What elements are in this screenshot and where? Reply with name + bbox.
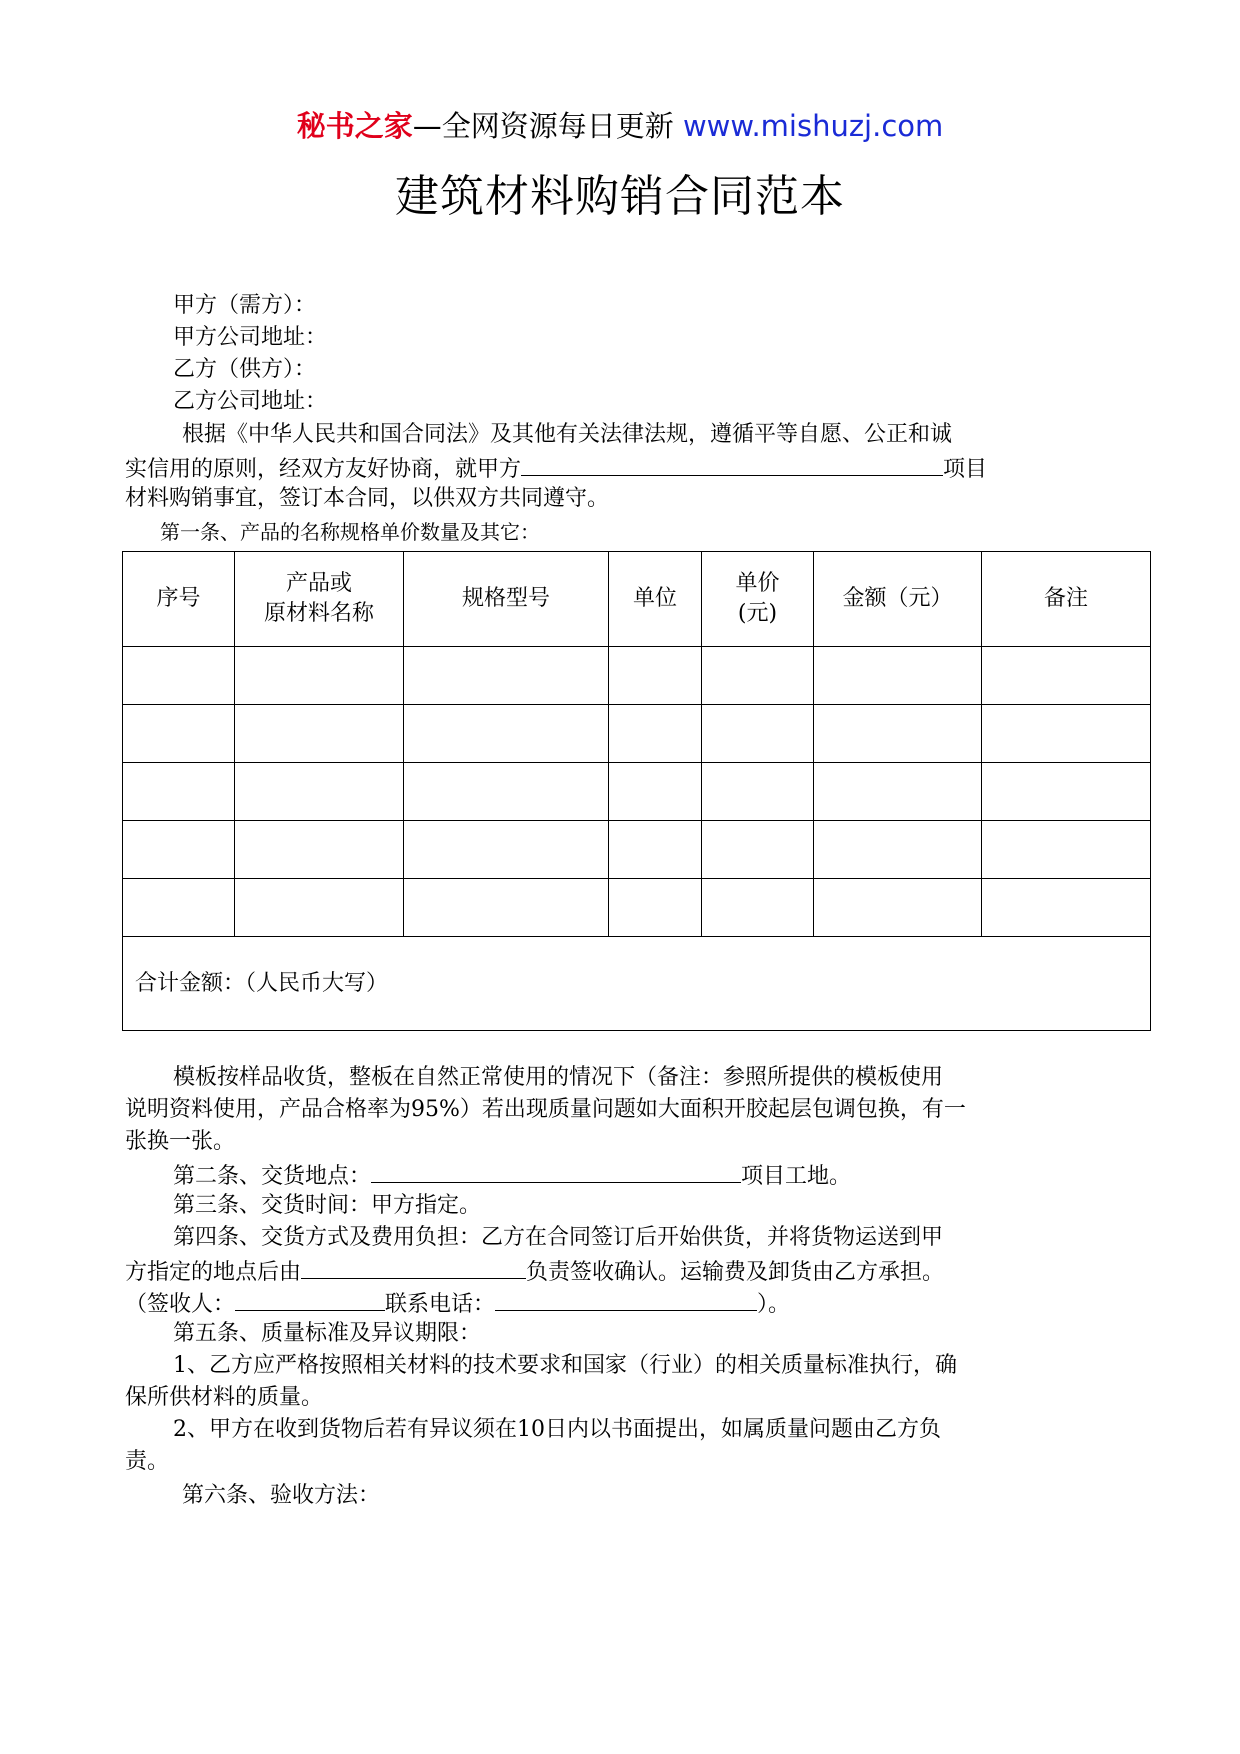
site-url-link[interactable]: www.mishuzj.com <box>682 109 944 143</box>
article-5-item-2-line-1: 2、甲方在收到货物后若有异议须在10日内以书面提出，如属质量问题由乙方负 <box>173 1417 941 1442</box>
article-4-closing: ）。 <box>757 1292 791 1317</box>
table-cell[interactable] <box>702 879 814 937</box>
table-cell[interactable] <box>235 879 404 937</box>
table-cell[interactable] <box>702 647 814 705</box>
table-cell[interactable] <box>123 647 235 705</box>
table-cell[interactable] <box>235 821 404 879</box>
brand-name: 秘书之家 <box>296 109 413 143</box>
table-header-row <box>123 552 1151 647</box>
party-a-line: 甲方（需方）： <box>173 293 317 318</box>
table-cell[interactable] <box>814 705 982 763</box>
table-cell[interactable] <box>404 647 609 705</box>
table-cell[interactable] <box>814 821 982 879</box>
project-name-blank <box>521 451 943 476</box>
document-title: 建筑材料购销合同范本 <box>395 171 845 222</box>
table-cell[interactable] <box>609 821 702 879</box>
article-5-item-1-line-1: 1、乙方应严格按照相关材料的技术要求和国家（行业）的相关质量标准执行，确 <box>173 1353 957 1378</box>
table-cell[interactable] <box>814 763 982 821</box>
table-cell[interactable] <box>982 705 1151 763</box>
table-cell[interactable] <box>609 879 702 937</box>
responsible-party-blank <box>301 1254 526 1279</box>
table-cell[interactable] <box>235 647 404 705</box>
table-cell[interactable] <box>702 763 814 821</box>
header-slogan: —全网资源每日更新 <box>412 109 683 143</box>
signer-label: （签收人： <box>125 1292 236 1317</box>
article-3-line: 第三条、交货时间：甲方指定。 <box>173 1193 482 1218</box>
intro-line-2-suffix: 项目 <box>943 457 988 482</box>
table-cell[interactable] <box>982 821 1151 879</box>
article-4-line-3 <box>125 1286 790 1321</box>
intro-line-1: 根据《中华人民共和国合同法》及其他有关法律法规，遵循平等自愿、公正和诚 <box>182 422 953 447</box>
header-cell-unit-price: 单价 (元) <box>702 552 814 647</box>
table-cell[interactable] <box>123 705 235 763</box>
table-cell[interactable] <box>609 763 702 821</box>
delivery-location-blank <box>371 1158 741 1183</box>
article-6-heading: 第六条、验收方法： <box>182 1483 381 1508</box>
article-4-line-1: 第四条、交货方式及费用负担：乙方在合同签订后开始供货，并将货物运送到甲 <box>173 1225 944 1250</box>
table-cell[interactable] <box>702 821 814 879</box>
table-cell[interactable] <box>814 647 982 705</box>
header-cell-remarks: 备注 <box>982 552 1151 647</box>
phone-blank <box>495 1286 757 1311</box>
intro-line-2 <box>125 451 987 486</box>
table-cell[interactable] <box>404 879 609 937</box>
party-a-address-line: 甲方公司地址： <box>173 325 328 350</box>
signer-blank <box>235 1286 385 1311</box>
intro-line-3: 材料购销事宜，签订本合同，以供双方共同遵守。 <box>125 486 610 511</box>
table-cell[interactable] <box>982 763 1151 821</box>
table-row <box>123 879 1151 937</box>
table-cell[interactable] <box>404 821 609 879</box>
article-2-line <box>173 1158 851 1193</box>
article-4-text: 方指定的地点后由 <box>125 1260 302 1285</box>
table-cell[interactable] <box>982 647 1151 705</box>
product-spec-table <box>122 551 1151 1031</box>
header-cell-product-name: 产品或 原材料名称 <box>235 552 404 647</box>
table-cell[interactable] <box>609 705 702 763</box>
table-cell[interactable] <box>235 763 404 821</box>
table-cell[interactable] <box>235 705 404 763</box>
table-cell[interactable] <box>982 879 1151 937</box>
table-row <box>123 763 1151 821</box>
table-cell[interactable] <box>404 763 609 821</box>
header-cell-unit: 单位 <box>609 552 702 647</box>
table-cell[interactable] <box>814 879 982 937</box>
table-cell[interactable] <box>404 705 609 763</box>
header-cell-index: 序号 <box>123 552 235 647</box>
intro-line-2-text: 实信用的原则，经双方友好协商，就甲方 <box>125 457 522 482</box>
article-4-suffix: 负责签收确认。运输费及卸货由乙方承担。 <box>526 1260 945 1285</box>
party-b-line: 乙方（供方）： <box>173 357 317 382</box>
article-5-item-2-line-2: 责。 <box>125 1449 170 1474</box>
article-5-item-1-line-2: 保所供材料的质量。 <box>125 1385 324 1410</box>
header-cell-spec-model: 规格型号 <box>404 552 609 647</box>
phone-label: 联系电话： <box>385 1292 496 1317</box>
table-cell[interactable] <box>123 879 235 937</box>
table-cell[interactable] <box>123 821 235 879</box>
site-header <box>0 104 1240 145</box>
table-cell[interactable] <box>702 705 814 763</box>
table-cell[interactable] <box>123 763 235 821</box>
template-note-line-2: 说明资料使用，产品合格率为95%）若出现质量问题如大面积开胶起层包调包换，有一 <box>125 1097 966 1122</box>
table-row <box>123 705 1151 763</box>
template-note-line-1: 模板按样品收货，整板在自然正常使用的情况下（备注：参照所提供的模板使用 <box>173 1065 944 1090</box>
table-total-row <box>123 937 1151 1031</box>
article-5-heading: 第五条、质量标准及异议期限： <box>173 1321 482 1346</box>
total-amount-cell[interactable]: 合计金额：（人民币大写） <box>123 937 1151 1031</box>
table-row <box>123 647 1151 705</box>
article-4-line-2 <box>125 1254 944 1289</box>
article-1-heading: 第一条、产品的名称规格单价数量及其它： <box>160 520 540 544</box>
article-2-text: 第二条、交货地点： <box>173 1164 372 1189</box>
article-2-suffix: 项目工地。 <box>741 1164 852 1189</box>
table-cell[interactable] <box>609 647 702 705</box>
template-note-line-3: 张换一张。 <box>125 1129 236 1154</box>
header-cell-amount: 金额（元） <box>814 552 982 647</box>
party-b-address-line: 乙方公司地址： <box>173 389 328 414</box>
table-row <box>123 821 1151 879</box>
